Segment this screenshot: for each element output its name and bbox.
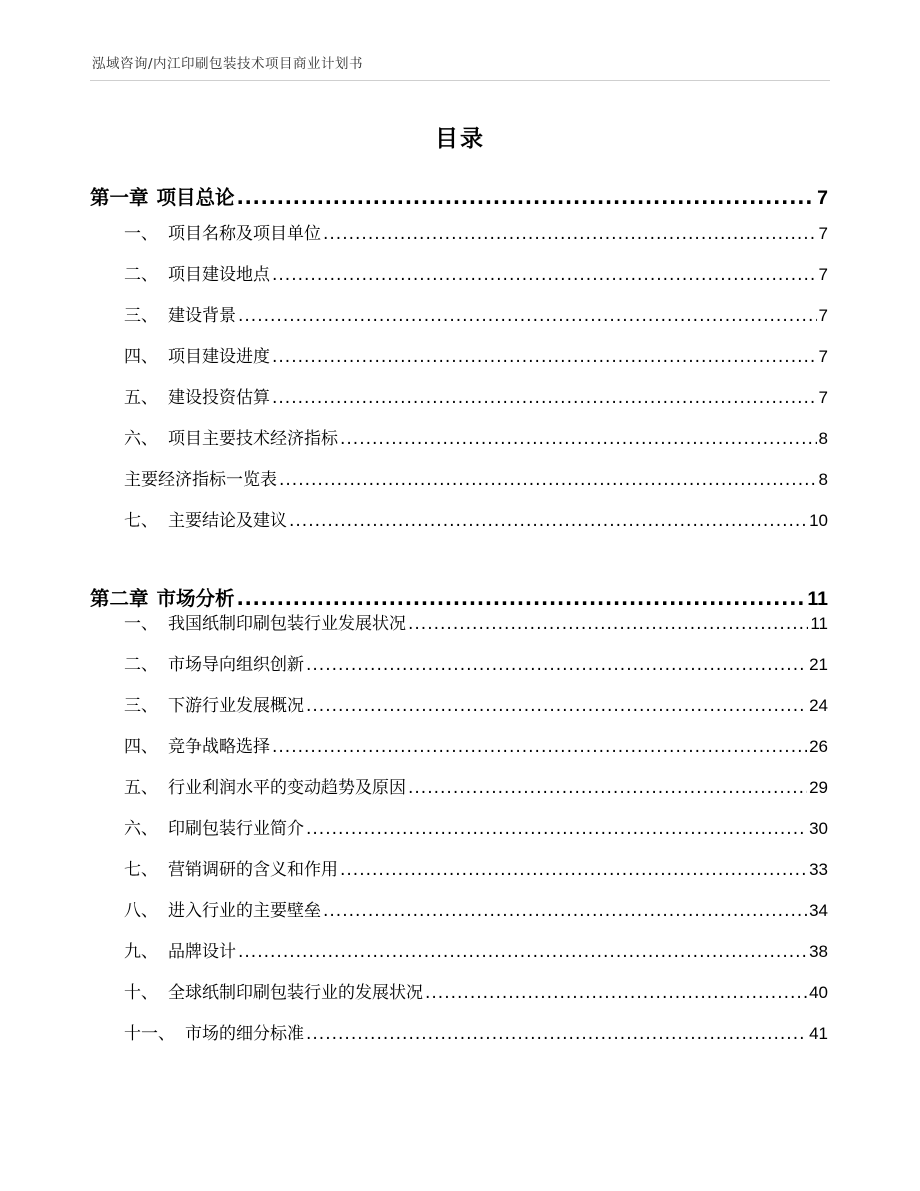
section-title: 项目名称及项目单位: [168, 224, 321, 244]
dot-leader: [408, 614, 808, 634]
page-number: 7: [818, 306, 828, 325]
toc-title: 目录: [435, 126, 485, 152]
section-number: 五、: [124, 388, 158, 408]
section-title: 营销调研的含义和作用: [168, 860, 338, 880]
page-number: 11: [810, 614, 828, 633]
page-number: 7: [817, 187, 828, 209]
section-number: 八、: [124, 901, 158, 921]
chapter-number: 第二章: [90, 587, 149, 610]
dot-leader: [340, 429, 817, 449]
page-number: 7: [818, 265, 828, 284]
page-number: 11: [807, 588, 828, 610]
toc-entry[interactable]: [90, 301, 828, 326]
section-number: 一、: [124, 224, 158, 244]
toc-entry[interactable]: [90, 691, 828, 716]
toc-entry[interactable]: [90, 342, 828, 367]
dot-leader: [279, 470, 817, 490]
section-number: 十一、: [124, 1024, 175, 1044]
dot-leader: [306, 819, 807, 839]
toc-entry[interactable]: [90, 219, 828, 244]
page-number: 8: [818, 470, 828, 489]
section-title: 印刷包装行业简介: [168, 819, 304, 839]
page-number: 7: [818, 347, 828, 366]
toc-chapter-1[interactable]: [90, 182, 828, 210]
dot-leader: [306, 696, 807, 716]
page-number: 29: [809, 778, 828, 797]
section-number: 三、: [124, 306, 158, 326]
toc-entry[interactable]: [90, 978, 828, 1003]
toc-entry[interactable]: [90, 937, 828, 962]
toc-entry[interactable]: [90, 814, 828, 839]
header-divider: [90, 80, 830, 81]
section-title: 市场的细分标准: [185, 1024, 304, 1044]
page-number: 8: [818, 429, 828, 448]
section-title: 主要结论及建议: [168, 511, 287, 531]
section-title: 品牌设计: [168, 942, 236, 962]
dot-leader: [306, 1024, 807, 1044]
dot-leader: [272, 347, 817, 367]
section-title: 建设投资估算: [168, 388, 270, 408]
section-title: 项目建设进度: [168, 347, 270, 367]
toc-entry[interactable]: [90, 383, 828, 408]
section-number: 五、: [124, 778, 158, 798]
section-title: 我国纸制印刷包装行业发展状况: [168, 614, 406, 634]
toc-entry[interactable]: [90, 773, 828, 798]
toc-entry[interactable]: [90, 896, 828, 921]
page-number: 21: [809, 655, 828, 674]
page-number: 41: [809, 1024, 828, 1043]
dot-leader: [238, 942, 807, 962]
toc-entry[interactable]: [90, 650, 828, 675]
page-number: 10: [809, 511, 828, 530]
section-title: 项目建设地点: [168, 265, 270, 285]
chapter-number: 第一章: [90, 186, 149, 209]
toc-entry[interactable]: [90, 855, 828, 880]
section-title: 全球纸制印刷包装行业的发展状况: [168, 983, 423, 1003]
section-number: 六、: [124, 819, 158, 839]
dot-leader: [289, 511, 807, 531]
toc-entry[interactable]: [90, 1019, 828, 1044]
section-number: 七、: [124, 860, 158, 880]
toc-entry[interactable]: [90, 609, 828, 634]
dot-leader: [408, 778, 807, 798]
section-number: 七、: [124, 511, 158, 531]
section-number: 九、: [124, 942, 158, 962]
section-number: 四、: [124, 347, 158, 367]
toc-entry[interactable]: [90, 732, 828, 757]
section-number: 四、: [124, 737, 158, 757]
page-number: 30: [809, 819, 828, 838]
section-title: 进入行业的主要壁垒: [168, 901, 321, 921]
section-title: 项目主要技术经济指标: [168, 429, 338, 449]
dot-leader: [323, 901, 807, 921]
page-number: 7: [818, 224, 828, 243]
page-number: 40: [809, 983, 828, 1002]
page-number: 26: [809, 737, 828, 756]
page-number: 38: [809, 942, 828, 961]
toc-entry[interactable]: [90, 424, 828, 449]
running-header: 泓域咨询/内江印刷包装技术项目商业计划书: [92, 56, 364, 72]
dot-leader: [306, 655, 807, 675]
section-number: 二、: [124, 265, 158, 285]
page-number: 33: [809, 860, 828, 879]
section-number: 二、: [124, 655, 158, 675]
dot-leader: [238, 306, 817, 326]
toc-chapter-2[interactable]: [90, 583, 828, 611]
toc-entry[interactable]: [90, 260, 828, 285]
toc-entry[interactable]: [90, 506, 828, 531]
chapter-title: 项目总论: [156, 186, 235, 209]
section-number: 十、: [124, 983, 158, 1003]
section-title: 市场导向组织创新: [168, 655, 304, 675]
section-number: 三、: [124, 696, 158, 716]
dot-leader: [237, 186, 816, 209]
section-title: 主要经济指标一览表: [124, 470, 277, 490]
section-title: 下游行业发展概况: [168, 696, 304, 716]
page-number: 34: [809, 901, 828, 920]
page-number: 7: [818, 388, 828, 407]
section-title: 竞争战略选择: [168, 737, 270, 757]
dot-leader: [272, 265, 817, 285]
section-number: 六、: [124, 429, 158, 449]
toc-entry[interactable]: [90, 465, 828, 490]
section-title: 建设背景: [168, 306, 236, 326]
dot-leader: [237, 587, 806, 610]
dot-leader: [272, 388, 817, 408]
dot-leader: [425, 983, 807, 1003]
section-number: 一、: [124, 614, 158, 634]
chapter-title: 市场分析: [156, 587, 235, 610]
page-number: 24: [809, 696, 828, 715]
dot-leader: [323, 224, 817, 244]
section-title: 行业利润水平的变动趋势及原因: [168, 778, 406, 798]
dot-leader: [272, 737, 807, 757]
dot-leader: [340, 860, 807, 880]
